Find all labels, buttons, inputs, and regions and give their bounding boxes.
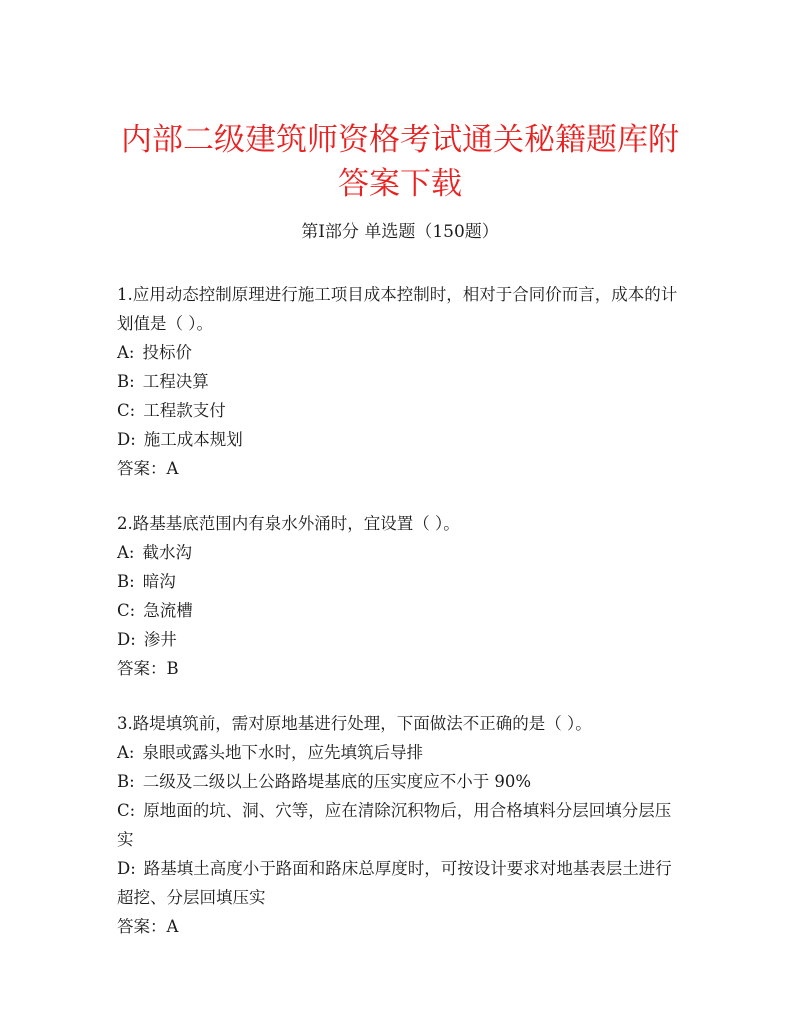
answer-line: 答案：A	[117, 917, 179, 936]
question-list	[117, 280, 687, 967]
option-label: A:	[117, 543, 135, 562]
option-label: A:	[117, 743, 135, 762]
answer-line: 答案：B	[117, 659, 179, 678]
option-text: 渗井	[143, 630, 177, 649]
option-b	[117, 767, 687, 796]
option-c	[117, 796, 687, 854]
option-d	[117, 425, 687, 454]
answer-line: 答案：A	[117, 459, 179, 478]
option-text: 截水沟	[142, 543, 192, 562]
option-label: C:	[117, 401, 136, 420]
option-b	[117, 367, 687, 396]
question-2	[117, 509, 687, 683]
option-text: 路基填土高度小于路面和路床总厚度时，可按设计要求对地基表层土进行超挖、分层回填压实	[117, 859, 672, 907]
section-heading: 第Ⅰ部分 单选题（150题）	[301, 222, 499, 242]
question-stem: 2.路基基底范围内有泉水外涌时，宜设置（ ）。	[117, 514, 460, 533]
option-label: C:	[117, 601, 136, 620]
document-title: 内部二级建筑师资格考试通关秘籍题库附答案下载	[121, 122, 679, 202]
option-d	[117, 854, 687, 912]
question-3	[117, 709, 687, 941]
option-text: 原地面的坑、洞、穴等，应在清除沉积物后，用合格填料分层回填分层压实	[117, 801, 672, 849]
option-label: B:	[117, 372, 135, 391]
option-text: 二级及二级以上公路路堤基底的压实度应不小于 90%	[142, 772, 532, 791]
option-text: 急流槽	[143, 601, 193, 620]
option-label: B:	[117, 772, 135, 791]
option-text: 泉眼或露头地下水时，应先填筑后导排	[142, 743, 423, 762]
option-text: 暗沟	[142, 572, 176, 591]
option-a	[117, 338, 687, 367]
option-c	[117, 396, 687, 425]
option-label: B:	[117, 572, 135, 591]
option-label: D:	[117, 859, 136, 878]
question-stem: 3.路堤填筑前，需对原地基进行处理，下面做法不正确的是（ ）。	[117, 714, 592, 733]
question-1	[117, 280, 687, 483]
option-label: D:	[117, 430, 136, 449]
option-text: 工程决算	[142, 372, 209, 391]
option-label: C:	[117, 801, 136, 820]
option-a	[117, 738, 687, 767]
option-c	[117, 596, 687, 625]
option-text: 施工成本规划	[143, 430, 243, 449]
option-label: A:	[117, 343, 135, 362]
option-a	[117, 538, 687, 567]
option-b	[117, 567, 687, 596]
option-label: D:	[117, 630, 136, 649]
option-text: 投标价	[142, 343, 192, 362]
option-text: 工程款支付	[143, 401, 226, 420]
option-d	[117, 625, 687, 654]
question-stem: 1.应用动态控制原理进行施工项目成本控制时，相对于合同价而言，成本的计划值是（ ）。	[117, 285, 678, 333]
